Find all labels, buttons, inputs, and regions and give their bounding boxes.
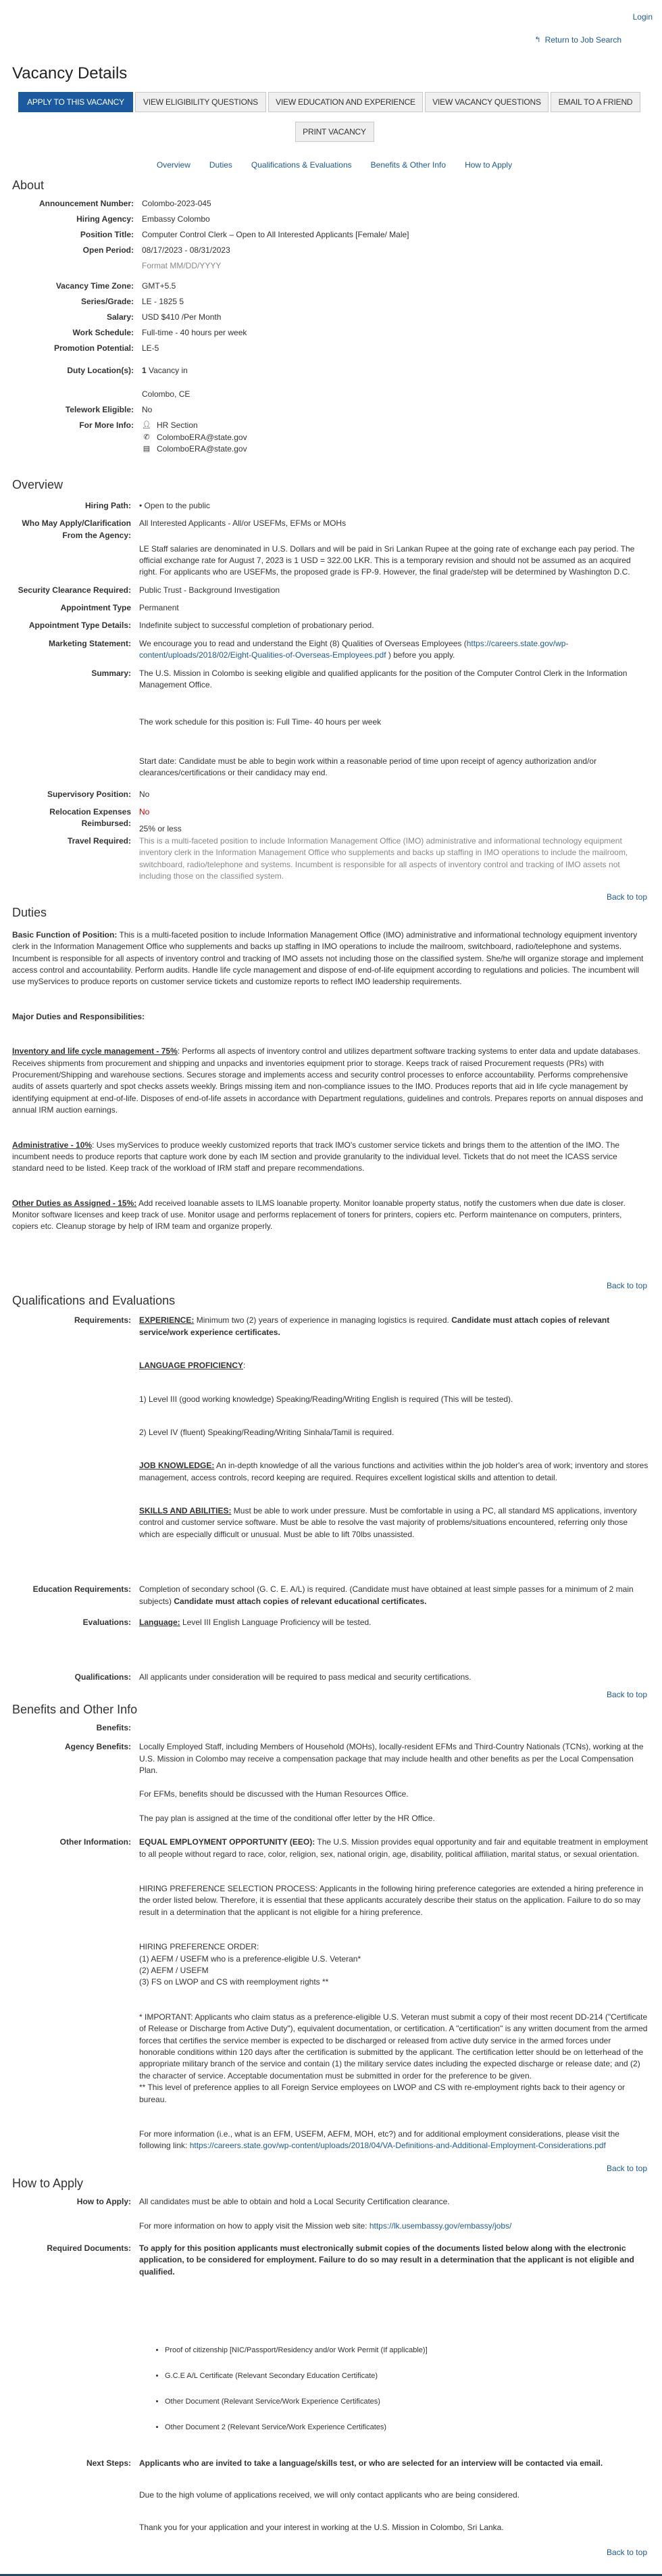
email-card-icon: ▤ [143,444,151,453]
series-grade-label: Series/Grade: [80,297,134,307]
supervisory-label: Supervisory Position: [47,789,131,799]
duties-heading: Duties [12,905,47,919]
about-heading: About [12,178,45,193]
experience-heading: EXPERIENCE: [139,1315,195,1326]
appointment-details: Indefinite subject to successful completion of probationary period. [139,621,374,631]
announcement-number: Colombo-2023-045 [142,199,211,209]
how-to-apply-label: How to Apply: [76,2197,131,2207]
promotion-potential-label: Promotion Potential: [54,343,134,354]
back-to-top-link[interactable]: Back to top [606,2548,647,2558]
duty-heading: Other Duties as Assigned - 15%: [12,1198,137,1208]
time-zone-label: Vacancy Time Zone: [55,281,134,291]
hiring-agency: Embassy Colombo [142,214,210,224]
major-duties-label: Major Duties and Responsibilities: [12,1011,145,1021]
required-documents-text: To apply for this position applicants must electronically submit copies of the documents listed below along with the electronic application, to be considered for employment. Failure to do so may result in a determination that the applicant is not eligible and qualified. [139,2243,634,2277]
travel-required: 25% or less [139,824,182,834]
footer-bar [0,2573,662,2576]
benefits-heading: Benefits and Other Info [12,1703,138,1717]
salary: USD $410 /Per Month [142,312,222,322]
view-vacancy-questions-button[interactable]: VIEW VACANCY QUESTIONS [425,92,549,112]
login-link[interactable]: Login [632,12,653,22]
work-schedule-label: Work Schedule: [72,328,134,338]
how-to-apply-1: All candidates must be able to obtain and hold a Local Security Certification clearance. [139,2197,450,2207]
section-anchor-nav [7,160,662,171]
view-education-experience-button[interactable]: VIEW EDUCATION AND EXPERIENCE [268,92,423,112]
agency-benefits-1: Locally Employed Staff, including Members of Household (MOHs), locally-resident EFMs and Third-Country Nationals (TCNs), working at the U.S. Mission in Colombo may receive a compensation package that may include health and other benefits as per the Local Compensation Plan. [139,1742,644,1776]
qualifications-heading: Qualifications and Evaluations [12,1294,176,1308]
next-steps-3: Thank you for your application and your interest in working at the U.S. Mission in Colombo, Sri Lanka. [139,2522,504,2532]
relocation-label: Relocation Expenses Reimbursed: [49,807,131,829]
date-format-hint: Format MM/DD/YYYY [142,261,222,271]
duty-text: Add received loanable assets to ILMS loanable property. Monitor loanable property status, notify the customers when due date is closer. Monitor software licenses and keep track of use. Monitor usage and performs replacement of toners for printers, copiers etc. Perform maintenance on computers, printers, copiers etc. Cleanup storage by help of IRM team and organize properly. [12,1198,626,1232]
travel-required-label: Travel Required: [67,835,131,846]
hiring-agency-label: Hiring Agency: [76,214,134,224]
duty-location-label: Duty Location(s): [67,366,134,376]
action-buttons [18,92,662,112]
appointment-details-label: Appointment Type Details: [28,621,131,631]
nav-overview[interactable]: Overview [156,160,190,170]
nav-benefits[interactable]: Benefits & Other Info [370,160,447,170]
summary-3: Start date: Candidate must be able to begin work within a reasonable period of time upon receipt of agency authorization and/or clearances/certifications or their candidacy may end. [139,756,597,778]
duty-text: : Uses myServices to produce weekly customized reports that track IMO's customer service tickets and brings them to the attention of the IMO. The incumbent needs to produce reports that capture work done by each IM section and provide granularity to the individual level. Tickets that do not meet the ICASS service standard need to be listed. Keep track of the workload of IRM staff and prepare recommendations. [12,1140,620,1173]
qualifications-text: All applicants under consideration will be required to pass medical and security certifications. [139,1672,472,1682]
list-item: • Proof of citizenship [NIC/Passport/Residency and/or Work Permit (If applicable)] [165,2346,648,2356]
duty-heading: Inventory and life cycle management - 75% [12,1046,178,1056]
hiring-preference-process: HIRING PREFERENCE SELECTION PROCESS: Applicants in the following hiring preference categories are extended a hiring preference in the order listed below. Therefore, it is essential that these applicants accurately describe their status on the application. Failure to do so may result in a determination that the applicant is not eligible for a hiring preference. [139,1884,644,1917]
hiring-preference-1: (1) AEFM / USEFM who is a preference-eligible U.S. Veteran* [139,1953,361,1964]
apply-button[interactable]: APPLY TO THIS VACANCY [18,92,133,112]
required-documents-label: Required Documents: [47,2243,131,2253]
promotion-potential: LE-5 [142,343,159,354]
mission-jobs-link[interactable]: https://lk.usembassy.gov/embassy/jobs/ [369,2220,512,2231]
announcement-number-label: Announcement Number: [39,199,134,209]
nav-duties[interactable]: Duties [209,160,232,170]
hiring-path: • Open to the public [139,500,210,510]
duty-text: : Performs all aspects of inventory control and utilizes department software tracking systems to enter data and update databases. Receives shipments from procurement and shipping and unpacks and inventories equipment prior to storage. Keeps track of raised Procurement requests (PRs) with Procurement/Shipping and warehouse sections. Secures storage and implements access and security control processes to enforce accountability. Performs comprehensive audits of assets quarterly and spot checks assets weekly. Brings missing item and non-compliance issues to the IMO. Produces reports that aid in life cycle management by identifying equipment at end-of-life. Disposes of end-of-life assets in accordance with Department regulations, guidelines and controls. Prepares reports on annual disposes and annual IRM auction earnings. [12,1046,643,1115]
back-to-top-link[interactable]: Back to top [606,2163,647,2173]
appointment-type: Permanent [139,603,179,613]
veteran-important-note: * IMPORTANT: Applicants who claim status as a preference-eligible U.S. Veteran must submit a copy of their most recent DD-214 ("Certificate of Release or Discharge from Active Duty"), equivalent documentation, or certification. A "certification" is any written document from the armed forces that certifies the service member is expected to be discharged or released from active duty service in the armed forces under honorable conditions within 120 days after the certification is submitted by the applicant. The certification letter should be on letterhead of the appropriate military branch of the service and contain (1) the military service dates including the expected discharge or release date; and (2) the character of service. Acceptable documentation must be submitted in order for the preference to be given. [139,2012,648,2081]
vacancy-count: 1 [142,366,147,376]
language-requirement-1: 1) Level III (good working knowledge) Speaking/Reading/Writing English is required (This will be tested). [139,1394,513,1404]
hiring-preference-3: (3) FS on LWOP and CS with reemployment rights ** [139,1977,329,1987]
telework-label: Telework Eligible: [65,405,134,415]
agency-benefits-2: For EFMs, benefits should be discussed with the Human Resources Office. [139,1789,409,1799]
basic-function: This is a multi-faceted position to include Information Management Office (IMO) administrative and informational technology equipment inventory clerk in the Information Management Office who supplements and backs up staffing in IMO operations to include the mailroom, switchboard, radio/telephone and systems. Incumbent is responsible for all aspects of inventory control and tracking of IMO assets not including those on the classified system. She/he will organize storage and implement access control and accountability. Perform audits. Handle life cycle management and dispose of end-of-life equipment according to regulations and policies. The incumbent will use myServices to produce reports on customer service tickets and customize reports to reflect IMO leadership requirements. [12,929,644,987]
va-definitions-link[interactable]: https://careers.state.gov/wp-content/uploads/2018/04/VA-Definitions-and-Additional-Employment-Considerations.pdf [189,2141,606,2151]
page-title: Vacancy Details [12,64,128,82]
overview-heading: Overview [12,477,63,491]
requirements-label: Requirements: [74,1315,131,1326]
nav-how-to-apply[interactable]: How to Apply [465,160,513,170]
lwop-note: ** This level of preference applies to all Foreign Service employees on LWOP and CS with re-employment rights back to their agency or bureau. [139,2083,626,2104]
next-steps-label: Next Steps: [86,2458,131,2468]
benefits-section: Benefits and Other Info Benefits: Agency Benefits: Locally Employed Staff, including Members of Household (MOHs), locally-resident EFMs and Third-Country Nationals (TCNs), working at the U.S. Mission in Colombo may receive a compensation package that may include health and other benefits as per the Local Compensation Plan. For EFMs, benefits should be discussed with the Human Resources Office. The pay plan is assigned at the time of the conditional offer letter by the HR Office. Other Information: EQUAL EMPLOYMENT OPPORTUNITY (EEO): The U.S. Mission provides equal opportunity and fair and equitable treatment in employment to all people without regard to race, color, religion, sex, national origin, age, disability, political affiliation, marital status, or sexual orientation. HIRING PREFERENCE SELECTION PROCESS: Applicants in the following hiring preference categories are extended a hiring preference in the order listed below. Therefore, it is essential that these applicants accurately describe their status on the application. Failure to do so may result in a determination that the applicant is not eligible for a hiring preference. HIRING PREFERENCE ORDER: (1) AEFM / USEFM who is a preference-eligible U.S. Veteran* (2) AEFM / USEFM (3) FS on LWOP and CS with reemployment rights ** * IMPORTANT: Applicants who claim status as a preference-eligible U.S. Veteran must submit a copy of their most recent DD-214 ("Certificate of Release or Discharge from Active Duty"), equivalent documentation, or certification. A "certification" is any written document from the armed forces that certifies the service member is expected to be discharged or released from active duty service in the armed forces under honorable conditions within 120 days after the certification is submitted by the applicant. The certification letter should be on letterhead of the appropriate military branch of the service and contain (1) the military service dates including the expected discharge or release date; and (2) the character of service. Acceptable documentation must be submitted in order for the preference to be given. ** This level of preference applies to all Foreign Service employees on LWOP and CS with re-employment rights back to their agency or bureau. For more information (i.e., what is an EFM, USEFM, AEFM, MOH, etc?) and for additional employment considerations, please visit the following link: https://careers.state.gov/wp-content/uploads/2018/04/VA-Definitions-and-Additional-Employment-Considerations.pdf Back to top [0,1701,662,2174]
series-grade: LE - 1825 5 [142,297,184,307]
position-title: Computer Control Clerk – Open to All Interested Applicants [Female/ Male] [142,230,409,240]
summary-2: The work schedule for this position is: Full Time- 40 hours per week [139,717,382,727]
back-to-top-link[interactable]: Back to top [606,892,647,902]
contact-email: ColomboERA@state.gov [157,444,247,454]
open-period-label: Open Period: [82,245,134,256]
agency-benefits-3: The pay plan is assigned at the time of the conditional offer letter by the HR Office. [139,1813,435,1823]
person-icon: 👤︎ [142,421,151,430]
open-period: 08/17/2023 - 08/31/2023 [142,245,230,256]
contact-info [142,420,662,455]
agency-benefits-label: Agency Benefits: [64,1742,131,1752]
required-documents-list [139,2346,648,2433]
eeo-heading: EQUAL EMPLOYMENT OPPORTUNITY (EEO): [139,1837,315,1847]
education-label: Education Requirements: [32,1584,131,1595]
more-info-label: For More Info: [79,420,134,431]
print-row [7,122,662,142]
list-item: • Other Document 2 (Relevant Service/Work Experience Certificates) [165,2423,648,2433]
eight-qualities-link[interactable]: https://careers.state.gov/wp-content/uploads/2018/02/Eight-Qualities-of-Overseas-Employees.pdf [139,638,569,660]
benefits-label: Benefits: [96,1723,131,1733]
return-arrow-icon: ↰ [534,35,541,44]
back-to-top-link[interactable]: Back to top [606,1689,647,1699]
work-schedule: Full-time - 40 hours per week [142,328,247,338]
next-steps-2: Due to the high volume of applications received, we will only contact applicants who are being considered. [139,2490,519,2500]
other-info-label: Other Information: [59,1837,131,1847]
view-eligibility-questions-button[interactable]: VIEW ELIGIBILITY QUESTIONS [135,92,266,112]
qualifications-label: Qualifications: [74,1672,131,1682]
return-to-job-search-link[interactable] [534,34,621,46]
appointment-type-label: Appointment Type [60,603,131,613]
duty-location: Colombo, CE [142,389,190,399]
phone-icon: ✆ [143,433,150,441]
language-heading: LANGUAGE PROFICIENCY [139,1361,244,1371]
back-to-top-link[interactable]: Back to top [606,1280,647,1290]
duty-heading: Administrative - 10% [12,1140,93,1150]
marketing-statement-label: Marketing Statement: [48,638,131,648]
vacancy-count-line: 1 Vacancy in [142,366,188,376]
telework: No [142,405,153,415]
overview-section: Overview Hiring Path: • Open to the public Who May Apply/Clarification From the Agency: All Interested Applicants - All/or USEFMs, EFMs or MOHs LE Staff salaries are denominated in U.S. Dollars and will be paid in Sri Lankan Rupee at the going rate of exchange each pay period. The official exchange rate for August 7, 2023 is 1 USD = 322.00 LKR. This is a temporary revision and should not be assumed as an acquired right. For applicants who are USEFMs, the proposed grade is FP-9. However, the final grade/step will be determined by Washington D.C. Security Clearance Required: Public Trust - Background Investigation Appointment Type Permanent Appointment Type Details: Indefinite subject to successful completion of probationary period. Marketing Statement: We encourage you to read and understand the Eight (8) Qualities of Overseas Employees (https://careers.state.gov/wp-content/uploads/2018/02/Eight-Qualities-of-Overseas-Employees.pdf ) before you apply. Summary: The U.S. Mission in Colombo is seeking eligible and qualified applicants for the position of the Computer Control Clerk in the Information Management Office. The work schedule for this position is: Full Time- 40 hours per week Start date: Candidate must be able to begin work within a reasonable period of time upon receipt of agency authorization and/or clearances/certifications or their candidacy may end. Supervisory Position: No Relocation Expenses Reimbursed: No 25% or less Travel Required: This is a multi-faceted position to include Information Management Office (IMO) administrative and informational technology equipment inventory clerk in the Information Management Office who supplements and backs up staffing in IMO operations to include the mailroom, switchboard, radio/telephone and systems. Incumbent is responsible for all aspects of inventory control and tracking of IMO assets not including those on the classified system. Back to top [0,476,662,904]
list-item: • G.C.E A/L Certificate (Relevant Secondary Education Certificate) [165,2371,648,2382]
next-steps-1: Applicants who are invited to take a language/skills test, or who are selected for an interview will be contacted via email. [139,2458,603,2468]
salary-label: Salary: [106,312,134,322]
return-to-job-search-label: Return to Job Search [544,35,621,45]
supervisory: No [139,789,150,799]
top-bar [0,0,662,30]
basic-function-label: Basic Function of Position: [12,929,118,940]
hiring-preference-order-title: HIRING PREFERENCE ORDER: [139,1942,259,1952]
job-knowledge-heading: JOB KNOWLEDGE: [139,1461,215,1471]
relocation: No [139,807,150,817]
security-clearance-label: Security Clearance Required: [18,585,131,595]
evaluations-label: Evaluations: [82,1618,131,1628]
security-clearance: Public Trust - Background Investigation [139,585,280,595]
list-item: • Other Document (Relevant Service/Work Experience Certificates) [165,2397,648,2408]
time-zone: GMT+5.5 [142,281,176,291]
nav-qualifications[interactable]: Qualifications & Evaluations [251,160,352,170]
duties-section [0,904,662,1292]
contact-phone: ColomboERA@state.gov [157,432,247,442]
summary-1: The U.S. Mission in Colombo is seeking eligible and qualified applicants for the position of the Computer Control Clerk in the Information Management Office. [139,668,628,690]
hiring-path-label: Hiring Path: [85,500,131,510]
who-may-apply: All Interested Applicants - All/or USEFMs, EFMs or MOHs [139,518,347,529]
return-row [0,30,662,57]
about-section [0,176,662,455]
summary-label: Summary: [91,668,131,678]
language-requirement-2: 2) Level IV (fluent) Speaking/Reading/Writing Sinhala/Tamil is required. [139,1427,394,1437]
qualifications-section: Qualifications and Evaluations Requirements: EXPERIENCE: Minimum two (2) years of experience in managing logistics is required. Candidate must attach copies of relevant service/work experience certificates. LANGUAGE PROFICIENCY: 1) Level III (good working knowledge) Speaking/Reading/Writing English is required (This will be tested). 2) Level IV (fluent) Speaking/Reading/Writing Sinhala/Tamil is required. JOB KNOWLEDGE: An in-depth knowledge of all the various functions and activities within the job holder's area of work; inventory and stores management, access controls, record keeping are required. Requires excellent logistical skills and attention to detail. SKILLS AND ABILITIES: Must be able to work under pressure. Must be comfortable in using a PC, all standard MS applications, inventory control and customer service software. Must be able to resolve the vast majority of problems/situations encountered, referring only those which are especially difficult or unusual. Must be able to lift 70lbs unassisted. Education Requirements: Completion of secondary school (G. C. E. A/L) is required. (Candidate must have obtained at least simple passes for a minimum of 2 main subjects) Candidate must attach copies of relevant educational certificates. Evaluations: Language: Level III English Language Proficiency will be tested. Qualifications: All applicants under consideration will be required to pass medical and security certifications. Back to top [0,1292,662,1701]
who-may-apply-label: Who May Apply/Clarification From the Agency: [22,518,131,540]
how-to-apply-heading: How to Apply [12,2177,84,2191]
who-may-apply-detail: LE Staff salaries are denominated in U.S. Dollars and will be paid in Sri Lankan Rupee at the going rate of exchange each pay period. The official exchange rate for August 7, 2023 is 1 USD = 322.00 LKR. This is a temporary revision and should not be assumed as an acquired right. For applicants who are USEFMs, the proposed grade is FP-9. However, the final grade/step will be determined by Washington D.C. [139,543,635,577]
position-title-label: Position Title: [80,230,134,240]
skills-heading: SKILLS AND ABILITIES: [139,1506,232,1516]
email-to-friend-button[interactable]: EMAIL TO A FRIEND [551,92,640,112]
travel-detail: This is a multi-faceted position to include Information Management Office (IMO) administrative and informational technology equipment inventory clerk in the Information Management Office who supplements and backs up staffing in IMO operations to include the mailroom, switchboard, radio/telephone and systems. Incumbent is responsible for all aspects of inventory control and tracking of IMO assets not including those on the classified system. [139,835,628,881]
how-to-apply-section: How to Apply How to Apply: All candidates must be able to obtain and hold a Local Security Certification clearance. For more information on how to apply visit the Mission web site: https://lk.usembassy.gov/embassy/jobs/ Required Documents: To apply for this position applicants must electronically submit copies of the documents listed below along with the electronic application, to be considered for employment. Failure to do so may result in a determination that the applicant is not eligible and qualified. • Proof of citizenship [NIC/Passport/Residency and/or Work Permit (If applicable)] • G.C.E A/L Certificate (Relevant Secondary Education Certificate) • Other Document (Relevant Service/Work Experience Certificates) • Other Document 2 (Relevant Service/Work Experience Certificates) Next Steps: Applicants who are invited to take a language/skills test, or who are selected for an interview will be contacted via email. Due to the high volume of applications received, we will only contact applicants who are being considered. Thank you for your application and your interest in working at the U.S. Mission in Colombo, Sri Lanka. Back to top [0,2174,662,2558]
print-vacancy-button[interactable]: PRINT VACANCY [295,122,374,142]
hiring-preference-2: (2) AEFM / USEFM [139,1965,209,1975]
contact-name: HR Section [157,420,198,431]
